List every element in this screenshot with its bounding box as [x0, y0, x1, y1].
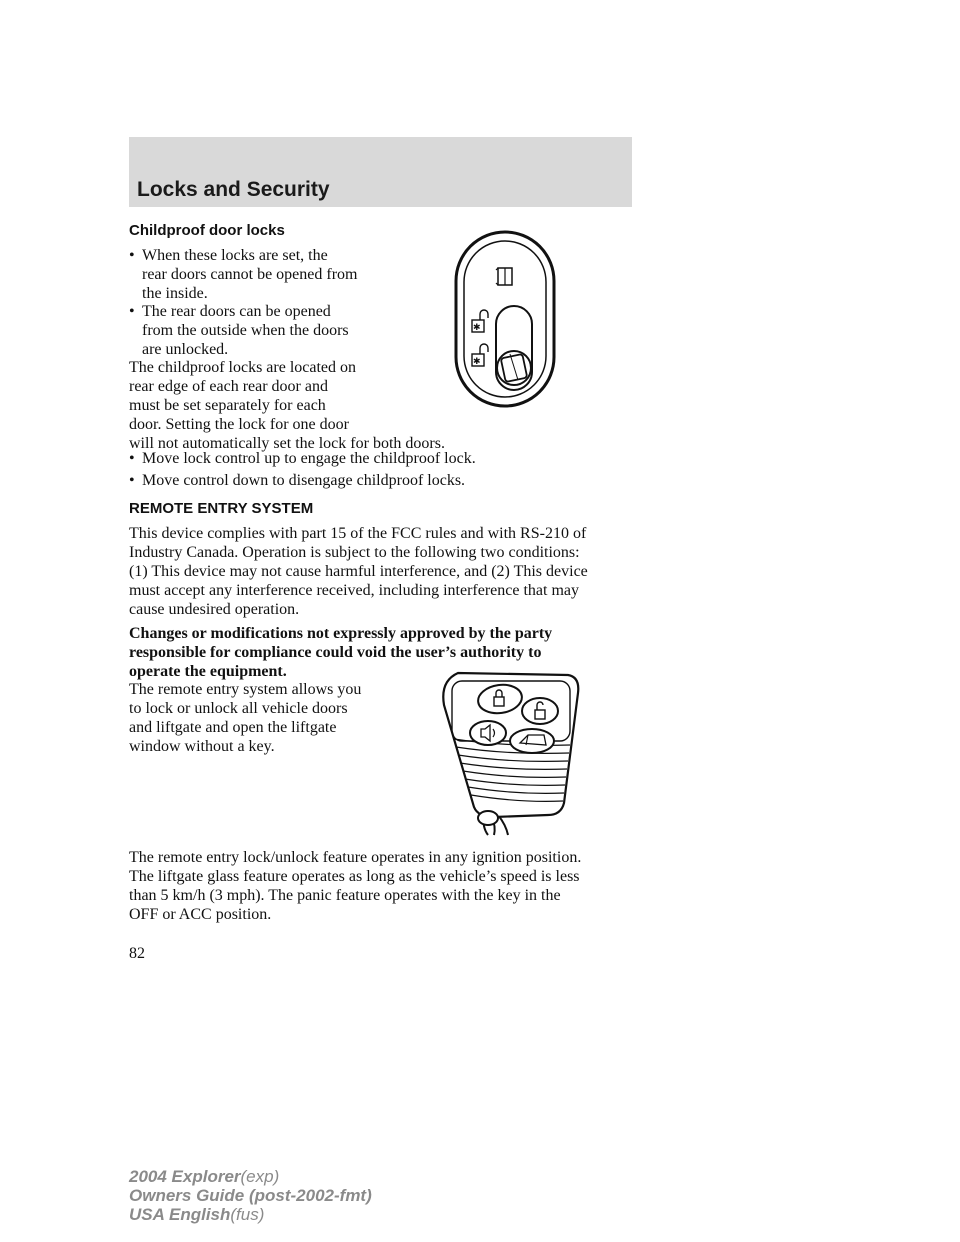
- paragraph-line: (1) This device may not cause harmful interference, and (2) This device: [129, 563, 588, 580]
- footer-language: USA English: [129, 1205, 231, 1224]
- footer-language-code: (fus): [230, 1205, 265, 1224]
- paragraph-line: must accept any interference received, including interference that may: [129, 582, 579, 599]
- remote-key-fob-illustration: [436, 665, 586, 837]
- bullet-dot: •: [129, 247, 135, 264]
- paragraph-line: operate the equipment.: [129, 663, 287, 680]
- paragraph-line: OFF or ACC position.: [129, 906, 272, 923]
- paragraph-line: The remote entry lock/unlock feature operates in any ignition position.: [129, 849, 582, 866]
- bullet-line: Move control down to disengage childproof locks.: [142, 472, 466, 489]
- footer-guide: Owners Guide (post-2002-fmt): [129, 1186, 372, 1205]
- paragraph-line: The childproof locks are located on: [129, 359, 357, 376]
- paragraph-line: must be set separately for each: [129, 397, 326, 414]
- paragraph-line: Industry Canada. Operation is subject to the following two conditions:: [129, 544, 580, 561]
- document-footer: [129, 1167, 372, 1224]
- paragraph-line: Changes or modifications not expressly approved by the party: [129, 625, 553, 642]
- remote-entry-heading: REMOTE ENTRY SYSTEM: [129, 500, 314, 517]
- fcc-paragraph: [129, 524, 588, 619]
- bullet-line: are unlocked.: [142, 341, 229, 358]
- childproof-paragraph: [129, 358, 445, 453]
- childproof-heading: Childproof door locks: [129, 222, 285, 239]
- bullet-line: the inside.: [142, 285, 208, 302]
- paragraph-line: This device complies with part 15 of the FCC rules and with RS-210 of: [129, 525, 587, 542]
- paragraph-line: rear edge of each rear door and: [129, 378, 328, 395]
- footer-model-code: (exp): [240, 1167, 280, 1186]
- paragraph-line: window without a key.: [129, 738, 275, 755]
- bullet-line: The rear doors can be opened: [142, 303, 331, 320]
- childproof-lock-illustration: [452, 228, 558, 410]
- svg-text:✱: ✱: [473, 323, 481, 333]
- paragraph-line: The remote entry system allows you: [129, 681, 362, 698]
- section-title: Locks and Security: [137, 178, 330, 201]
- bullet-dot: •: [129, 450, 135, 467]
- paragraph-line: cause undesired operation.: [129, 601, 300, 618]
- paragraph-line: will not automatically set the lock for both doors.: [129, 435, 445, 452]
- paragraph-line: than 5 km/h (3 mph). The panic feature operates with the key in the: [129, 887, 561, 904]
- bullet-line: from the outside when the doors: [142, 322, 349, 339]
- bullet-line: Move lock control up to engage the childproof lock.: [142, 450, 476, 467]
- paragraph-line: and liftgate and open the liftgate: [129, 719, 337, 736]
- paragraph-line: The liftgate glass feature operates as long as the vehicle’s speed is less: [129, 868, 580, 885]
- paragraph-line: responsible for compliance could void the user’s authority to: [129, 644, 542, 661]
- footer-model: 2004 Explorer: [129, 1167, 241, 1186]
- svg-text:✱: ✱: [473, 357, 481, 367]
- bullet-dot: •: [129, 303, 135, 320]
- bullet-dot: •: [129, 472, 135, 489]
- paragraph-line: door. Setting the lock for one door: [129, 416, 349, 433]
- paragraph-line: to lock or unlock all vehicle doors: [129, 700, 348, 717]
- bullet-line: rear doors cannot be opened from: [142, 266, 358, 283]
- bullet-line: When these locks are set, the: [142, 247, 328, 264]
- page-number: 82: [129, 945, 145, 962]
- remote-operation-paragraph: [129, 848, 581, 924]
- remote-description-paragraph: [129, 680, 361, 756]
